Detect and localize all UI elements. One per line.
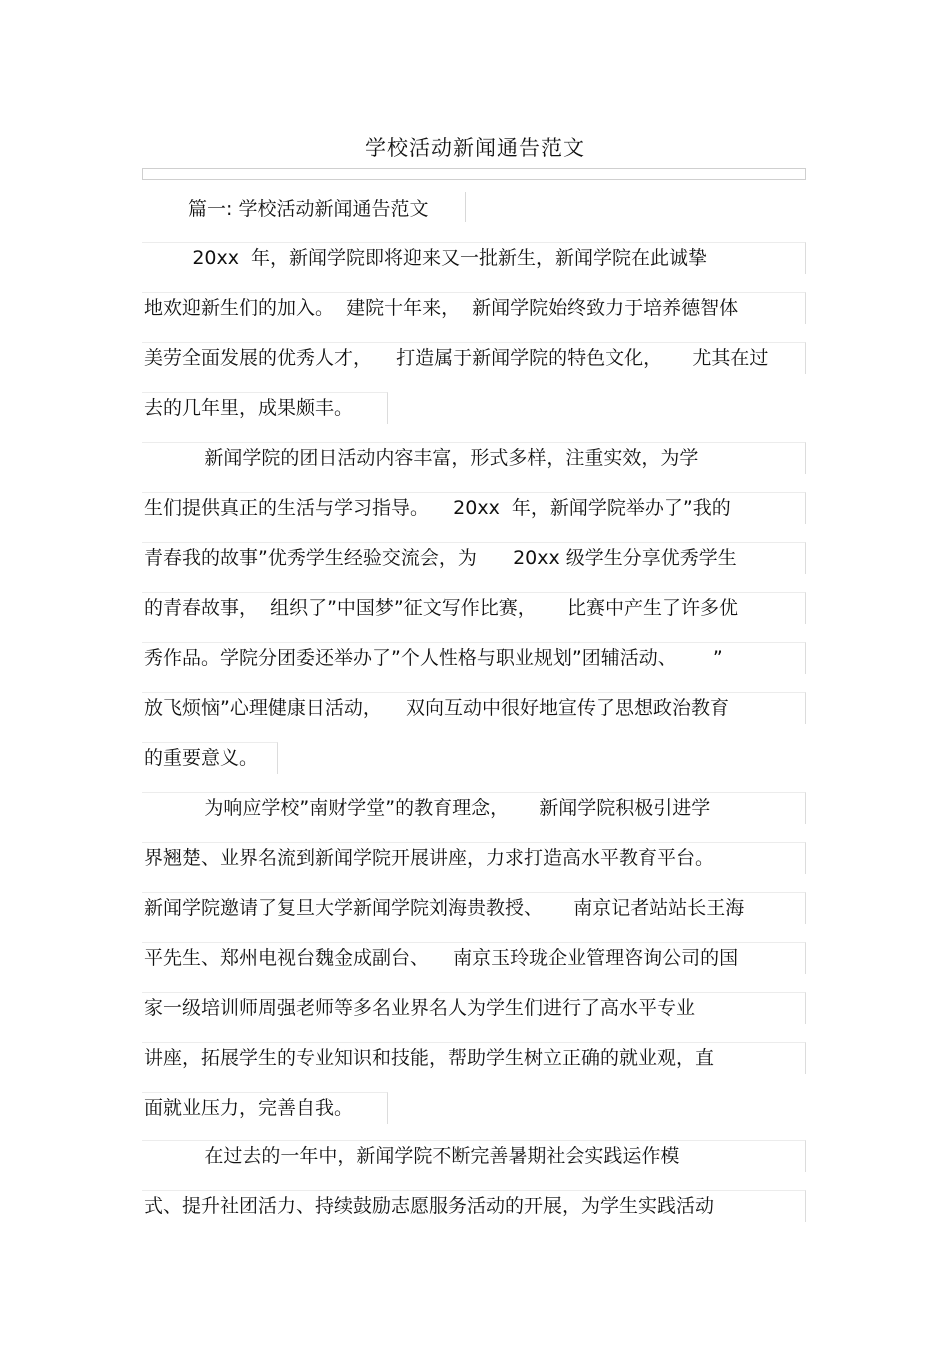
section-subtitle: 篇一: 学校活动新闻通告范文 (188, 198, 429, 220)
body-line: 式、提升社团活力、持续鼓励志愿服务活动的开展，为学生实践活动 (144, 1195, 715, 1217)
body-line: 家一级培训师周强老师等多名业界名人为学生们进行了高水平专业 (144, 997, 696, 1019)
body-line: 生们提供真正的生活与学习指导。 20xx 年，新闻学院举办了”我的 (144, 497, 731, 519)
body-line: 新闻学院邀请了复旦大学新闻学院刘海贵教授、 南京记者站站长王海 (144, 897, 745, 919)
body-line: 在过去的一年中，新闻学院不断完善暑期社会实践运作模 (144, 1145, 680, 1167)
body-line: 界翘楚、业界名流到新闻学院开展讲座，力求打造高水平教育平台。 (144, 847, 715, 869)
body-line: 的青春故事， 组织了”中国梦”征文写作比赛， 比赛中产生了许多优 (144, 597, 738, 619)
body-line: 面就业压力，完善自我。 (144, 1097, 354, 1119)
title-divider (142, 168, 806, 180)
body-line: 秀作品。学院分团委还举办了”个人性格与职业规划”团辅活动、 ” (144, 647, 723, 669)
body-line: 的重要意义。 (144, 747, 259, 769)
body-line: 放飞烦恼”心理健康日活动， 双向互动中很好地宣传了思想政治教育 (144, 697, 730, 719)
body-line: 美劳全面发展的优秀人才， 打造属于新闻学院的特色文化， 尤其在过 (144, 347, 769, 369)
body-line: 地欢迎新生们的加入。 建院十年来， 新闻学院始终致力于培养德智体 (144, 297, 739, 319)
body-line: 讲座，拓展学生的专业知识和技能，帮助学生树立正确的就业观，直 (144, 1047, 715, 1069)
document-title: 学校活动新闻通告范文 (365, 136, 585, 160)
body-line: 新闻学院的团日活动内容丰富，形式多样，注重实效，为学 (144, 447, 699, 469)
body-line: 去的几年里，成果颇丰。 (144, 397, 354, 419)
body-line: 平先生、郑州电视台魏金成副台、 南京玉玲珑企业管理咨询公司的国 (144, 947, 739, 969)
body-line: 为响应学校”南财学堂”的教育理念， 新闻学院积极引进学 (144, 797, 711, 819)
body-line: 青春我的故事”优秀学生经验交流会，为 20xx 级学生分享优秀学生 (144, 547, 737, 569)
body-line: 20xx 年，新闻学院即将迎来又一批新生，新闻学院在此诚挚 (144, 247, 708, 269)
